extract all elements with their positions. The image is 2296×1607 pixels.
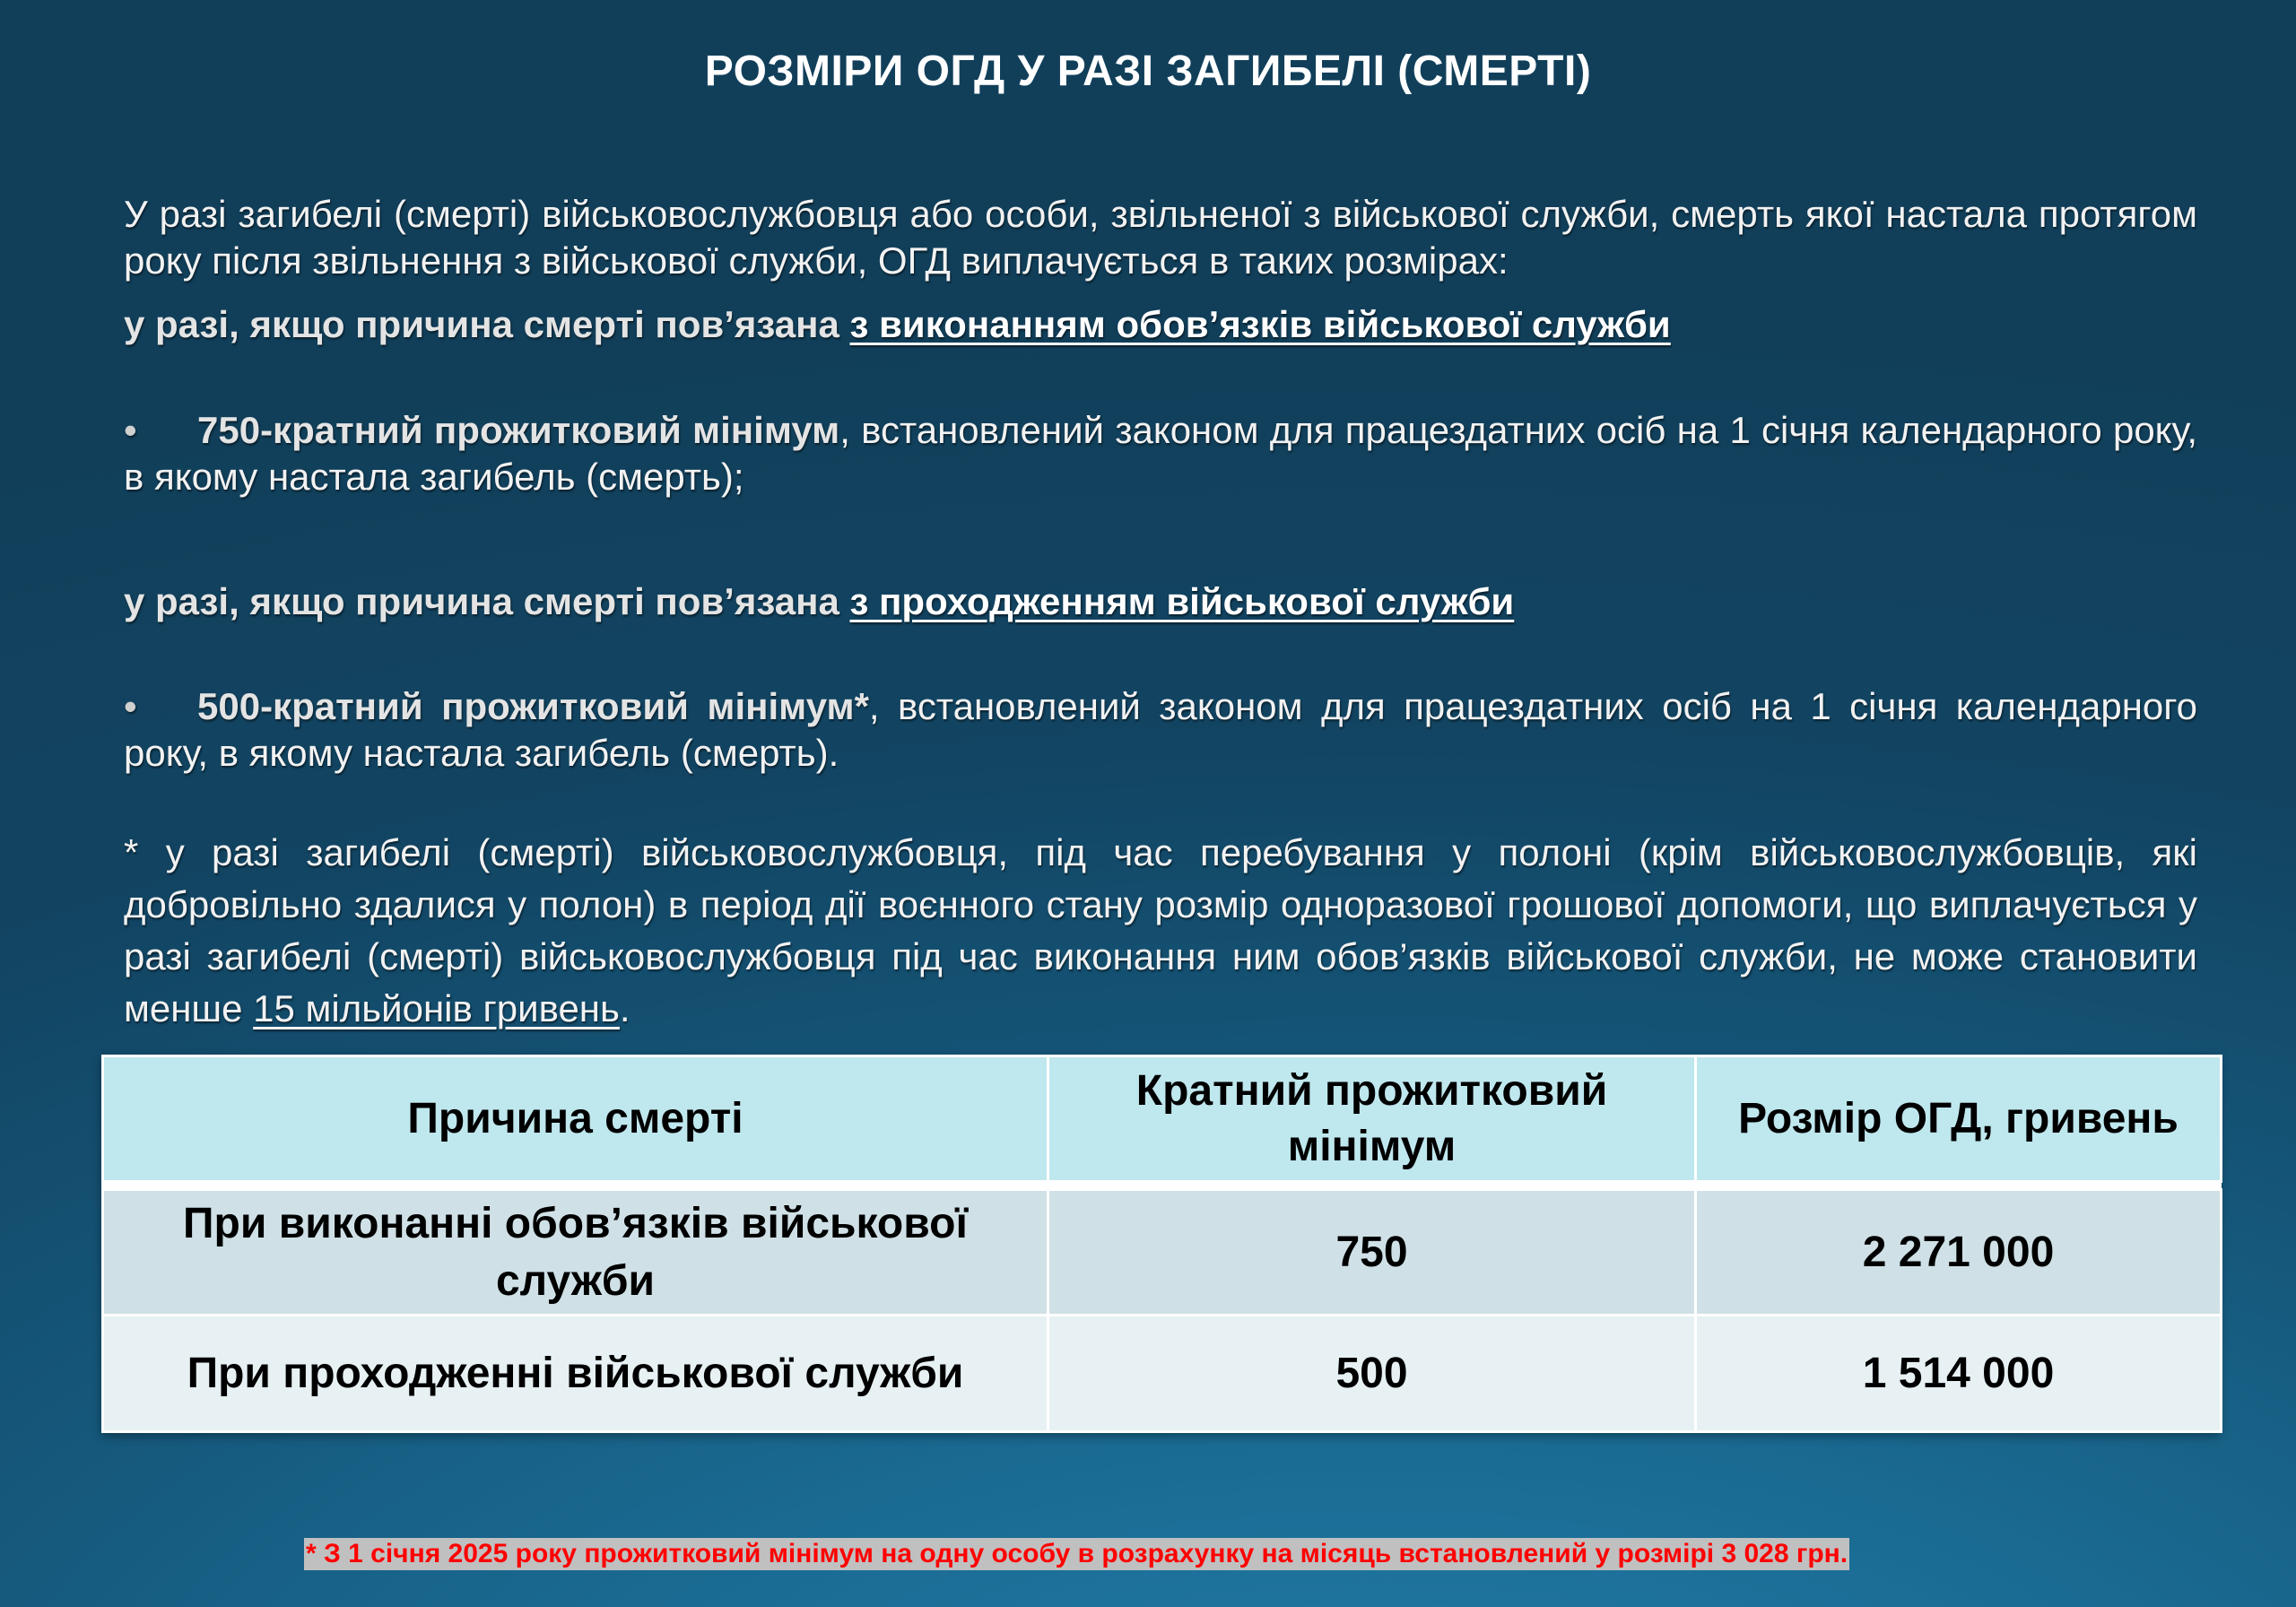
intro-paragraph: У разі загибелі (смерті) військовослужбовця або особи, звільненої з військової служби, смерть якої настала протягом року після звільнення з військової служби, ОГД виплачується в таких розмірах: [124, 193, 2197, 282]
cell-multiple: 750 [1048, 1190, 1696, 1316]
footnote-end: . [619, 987, 631, 1029]
case1-bullet-bold: 750-кратний прожитковий мінімум [197, 409, 840, 451]
cell-amount: 2 271 000 [1696, 1190, 2222, 1316]
subsistence-minimum-note: * З 1 січня 2025 року прожитковий мінімум на одну особу в розрахунку на місяць встановлений у розмірі 3 028 грн. [306, 1539, 1848, 1568]
cell-cause: При проходженні військової служби [103, 1316, 1048, 1432]
case2-bullet-bold: 500-кратний прожитковий мінімум* [197, 685, 869, 727]
case1-bullet [124, 407, 2197, 500]
footnote-text: * у разі загибелі (смерті) військовослужбовця, під час перебування у полоні (крім військовослужбовців, які добровільно здалися у полон) в період дії воєнного стану розмір одноразової грошової допомоги, що виплачується у разі загибелі (смерті) військовослужбовця під час виконання ним обов’язків військової служби, не може становити менше [124, 831, 2197, 1029]
ogd-table-grid [101, 1055, 2222, 1433]
footnote-paragraph [124, 827, 2197, 1035]
ogd-table [101, 1055, 2220, 1433]
table-spacer [103, 1182, 2222, 1190]
table-row [103, 1190, 2222, 1316]
bullet-icon: • [124, 409, 137, 451]
case2-heading [124, 578, 1514, 625]
cell-amount: 1 514 000 [1696, 1316, 2222, 1432]
header-cause: Причина смерті [103, 1056, 1048, 1182]
bullet-icon: • [124, 685, 137, 727]
footnote-amount: 15 мільйонів гривень [253, 987, 620, 1029]
case2-bullet [124, 683, 2197, 777]
table-row [103, 1316, 2222, 1432]
case1-heading [124, 301, 1671, 348]
page-title: РОЗМІРИ ОГД У РАЗІ ЗАГИБЕЛІ (СМЕРТІ) [704, 48, 1592, 95]
case2-heading-prefix: у разі, якщо причина смерті пов’язана [124, 580, 850, 622]
case2-heading-underlined: з проходженням військової служби [849, 580, 1515, 622]
header-multiple: Кратний прожитковий мінімум [1048, 1056, 1696, 1182]
cell-cause: При виконанні обов’язків військової служби [103, 1190, 1048, 1316]
header-amount: Розмір ОГД, гривень [1696, 1056, 2222, 1182]
case1-heading-underlined: з виконанням обов’язків військової служби [849, 303, 1671, 345]
case2-bullet-text: , встановлений законом для працездатних осіб на 1 січня календарного року, в якому настала загибель (смерть). [124, 685, 2198, 774]
cell-multiple: 500 [1048, 1316, 1696, 1432]
case1-bullet-text: , встановлений законом для працездатних осіб на 1 січня календарного року, в якому настала загибель (смерть); [124, 409, 2197, 498]
table-header-row [103, 1056, 2222, 1182]
case1-heading-prefix: у разі, якщо причина смерті пов’язана [124, 303, 850, 345]
